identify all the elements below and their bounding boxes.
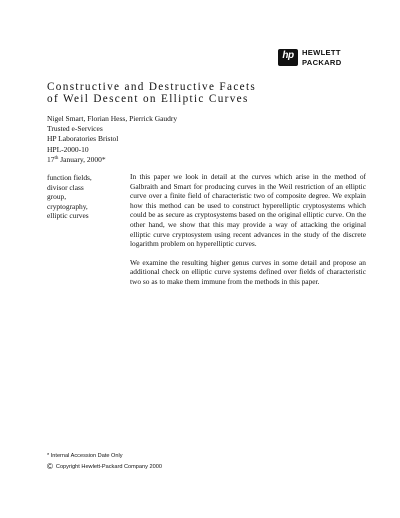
paper-title-line2: of Weil Descent on Elliptic Curves (47, 93, 249, 105)
internal-accession-note: * Internal Accession Date Only (47, 453, 123, 459)
abstract (130, 172, 366, 296)
copyright-text: Copyright Hewlett-Packard Company 2000 (55, 463, 162, 470)
hp-logo-line2: PACKARD (302, 57, 342, 67)
hp-logo-badge (278, 49, 298, 66)
date-day: 17 (47, 154, 55, 164)
hp-logo-line1: HEWLETT (302, 48, 341, 57)
hp-logo-text (302, 48, 364, 67)
paper-title (47, 81, 367, 105)
report-date (47, 155, 287, 165)
hp-logo (278, 48, 364, 68)
author-names: Nigel Smart, Florian Hess, Pierrick Gaudry (47, 114, 178, 123)
abstract-paragraph-1: In this paper we look in detail at the curves which arise in the method of Galbraith and Smart for producing curves in the Weil restriction of an elliptic curve over a finite field of characteristic two of composite degree. We explain how this method can be used to construct hyperelliptic cryptosystems which could be as secure as cryptosystems based on the original elliptic curve. On the other hand, we show that this may provide a way of attacking the original elliptic curve cryptosystem using recent advances in the study of the discrete logarithm problem on hyperelliptic curves. (130, 172, 366, 249)
copyright-line (47, 462, 287, 473)
hp-logo-mark: hp (282, 50, 294, 61)
organization: Trusted e-Services (47, 124, 103, 134)
footnotes (47, 452, 287, 472)
laboratory: HP Laboratories Bristol (47, 134, 119, 144)
author-block (47, 114, 287, 165)
report-number: HPL-2000-10 (47, 144, 89, 154)
date-rest: January, 2000* (58, 154, 106, 164)
paper-title-line1: Constructive and Destructive Facets (47, 81, 257, 93)
keywords: function fields, divisor class group, cryptography, elliptic curves (47, 173, 92, 221)
date-suffix: th (54, 155, 59, 161)
abstract-paragraph-2: We examine the resulting higher genus curves in some detail and propose an additional check on elliptic curve systems defined over fields of characteristic two so as to make them immune from the methods in this paper. (130, 257, 366, 286)
copyright-symbol: © (47, 461, 53, 471)
